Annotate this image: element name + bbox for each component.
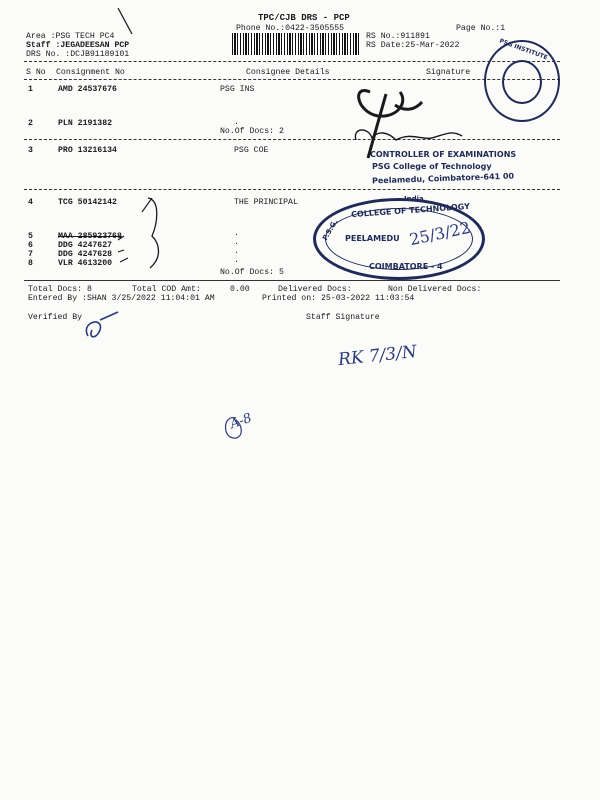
verified-by: Verified By — [28, 313, 83, 322]
entered-by: Entered By :SHAN 3/25/2022 11:04:01 AM — [28, 294, 215, 303]
seal-left-text: P.S.G. — [321, 218, 340, 242]
row-consignment: PRO 13216134 — [58, 146, 117, 155]
row-sno: 6 — [28, 241, 33, 250]
seal-handwritten-date: 25/3/22 — [407, 217, 472, 250]
row-consignee: . — [234, 238, 239, 247]
row-consignment: MAA 285923768 — [58, 232, 122, 241]
row-sno: 1 — [28, 85, 33, 94]
row-consignee: . — [234, 118, 239, 127]
row-sno: 2 — [28, 119, 33, 128]
row-consignment: AMD 24537676 — [58, 85, 117, 94]
row-consignee: PSG INS — [220, 85, 255, 94]
drs-number: DRS No. :DCJB91189101 — [26, 50, 130, 59]
row-consignee: THE PRINCIPAL — [234, 198, 298, 207]
total-cod-label: Total COD Amt: — [132, 285, 201, 294]
tick-mark — [118, 236, 124, 240]
row-sno: 8 — [28, 259, 33, 268]
controller-stamp-line1: CONTROLLER OF EXAMINATIONS — [370, 150, 517, 159]
tick-mark — [118, 250, 124, 252]
controller-signature — [355, 130, 462, 140]
tick-mark — [120, 258, 128, 262]
seal-center-text: PEELAMEDU — [345, 234, 400, 243]
col-signature: Signature — [426, 68, 471, 77]
brace-mark — [148, 198, 159, 268]
printed-on: Printed on: 25-03-2022 11:03:54 — [262, 294, 415, 303]
row-consignee: . — [234, 247, 239, 256]
controller-stamp-line4: India — [404, 195, 424, 203]
staff-signature-label: Staff Signature — [306, 313, 380, 322]
staff-label: Staff :JEGADEESAN PCP — [26, 41, 130, 50]
verified-by-signature — [86, 312, 118, 337]
rs-date: RS Date:25-Mar-2022 — [366, 41, 460, 50]
handwritten-note-rk: RK 7/3/N — [337, 341, 418, 371]
row-consignment: DDG 4247628 — [58, 250, 113, 259]
row-consignment: VLR 4613200 — [58, 259, 113, 268]
row-consignee: PSG COE — [234, 146, 269, 155]
page-number: Page No.:1 — [456, 24, 506, 33]
row-consignment: TCG 50142142 — [58, 198, 117, 207]
handwritten-note-a8: A-8 — [228, 410, 254, 433]
row-consignment: DDG 4247627 — [58, 241, 113, 250]
document-title: TPC/CJB DRS - PCP — [258, 13, 350, 23]
row-sno: 3 — [28, 146, 33, 155]
non-delivered-docs: Non Delivered Docs: — [388, 285, 482, 294]
delivered-docs: Delivered Docs: — [278, 285, 352, 294]
row-sno: 5 — [28, 232, 33, 241]
row-consignee: . — [234, 256, 239, 265]
group-doc-count: No.Of Docs: 5 — [220, 268, 284, 277]
controller-stamp-line2: PSG College of Technology — [372, 162, 492, 171]
total-cod-amount: 0.00 — [230, 285, 250, 294]
signature-scribble — [359, 91, 422, 158]
row-sno: 4 — [28, 198, 33, 207]
controller-stamp-line3: Peelamedu, Coimbatore-641 00 — [371, 171, 515, 186]
institute-seal-text: PSG INSTITUTE — [498, 37, 549, 62]
area-label: Area :PSG TECH PC4 — [26, 32, 115, 41]
rs-number: RS No.:911891 — [366, 32, 430, 41]
col-consignee: Consignee Details — [246, 68, 330, 77]
seal-top-text: COLLEGE OF TECHNOLOGY — [350, 201, 471, 220]
pen-tick-mark — [118, 8, 132, 34]
col-consignment: Consignment No — [56, 68, 125, 77]
row-sno: 7 — [28, 250, 33, 259]
phone-number: Phone No.:0422-3505555 — [236, 24, 345, 33]
row-consignment: PLN 2191382 — [58, 119, 113, 128]
seal-bottom-text: COIMBATORE - 4 — [369, 262, 443, 271]
total-docs: Total Docs: 8 — [28, 285, 92, 294]
col-sno: S No — [26, 68, 46, 77]
row-consignee: . — [234, 229, 239, 238]
group-doc-count: No.Of Docs: 2 — [220, 127, 284, 136]
tick-mark — [142, 198, 152, 212]
